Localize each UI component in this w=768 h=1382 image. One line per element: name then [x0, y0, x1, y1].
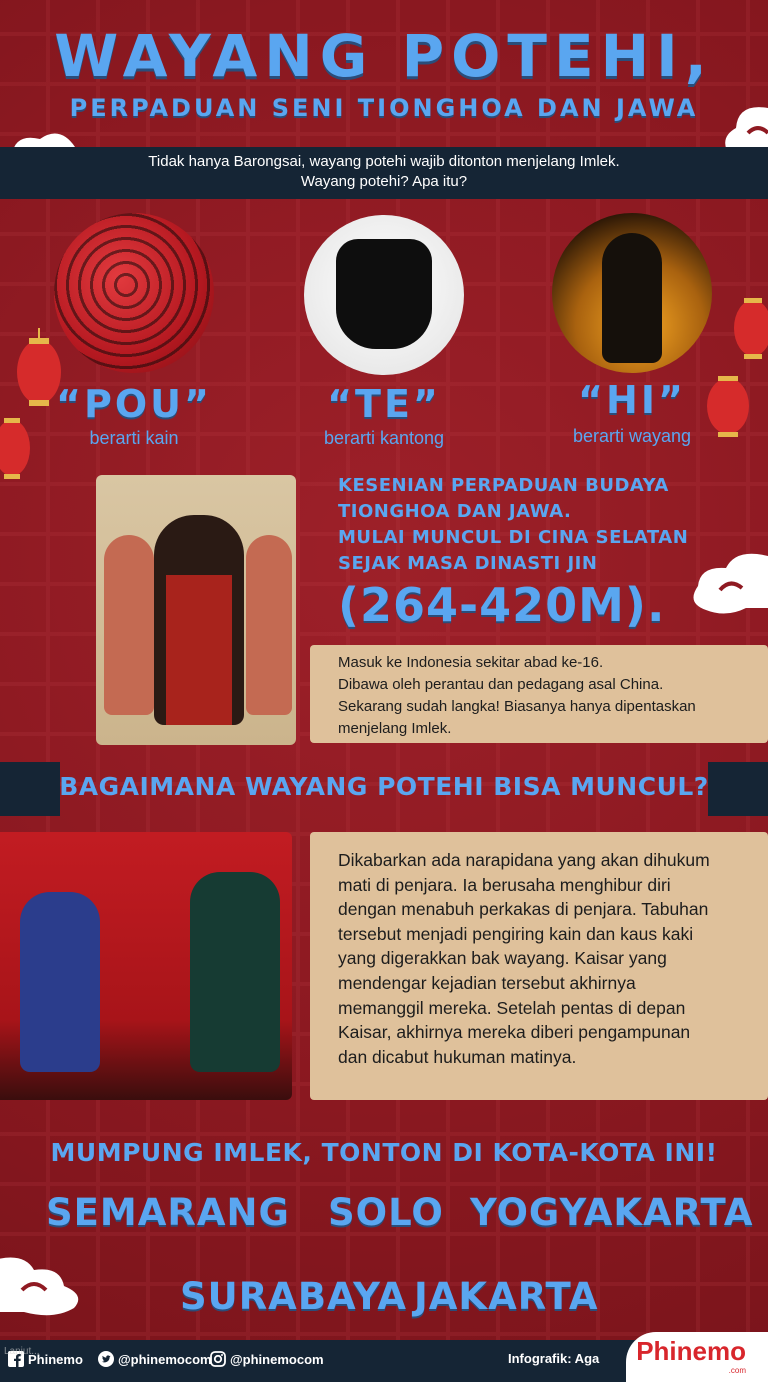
question-heading: BAGAIMANA WAYANG POTEHI BISA MUNCUL? — [59, 772, 709, 801]
shadow-puppet-image — [552, 213, 712, 373]
instagram-link[interactable] — [210, 1351, 324, 1367]
origin-year: (264-420M). — [338, 578, 666, 632]
city-name: SEMARANG — [46, 1191, 290, 1234]
emperor-painting-image — [96, 475, 296, 745]
facebook-handle: Phinemo — [28, 1352, 83, 1367]
brand-logo: Phinemo — [636, 1336, 746, 1366]
brand-logo-box[interactable] — [626, 1332, 768, 1382]
puppets-image — [0, 832, 292, 1100]
lantern-icon — [733, 290, 768, 370]
story-line: Dikabarkan ada narapidana yang akan dihukum — [338, 850, 710, 870]
city-name: SOLO — [328, 1191, 444, 1234]
syllable-meaning: berarti kain — [89, 428, 179, 448]
story-line: Kaisar, akhirnya mereka diberi pengampunan — [338, 1022, 691, 1043]
story-line: dengan menabuh perkakas di penjara. Tabuhan — [338, 899, 709, 920]
twitter-handle: @phinemocom — [118, 1352, 212, 1367]
instagram-icon — [210, 1351, 226, 1367]
twitter-icon — [98, 1351, 114, 1367]
syllable-word: “TE” — [327, 382, 441, 426]
origin-line: SEJAK MASA DINASTI JIN — [338, 553, 598, 574]
story-box — [310, 832, 768, 1100]
city-name: YOGYAKARTA — [470, 1191, 754, 1234]
lantern-icon — [0, 410, 34, 490]
intro-line: Tidak hanya Barongsai, wayang potehi wajib ditonton menjelang Imlek. — [148, 153, 620, 170]
origin-text — [338, 473, 758, 577]
corner-text: Lanjut... — [4, 1346, 40, 1357]
city-name: SURABAYA — [180, 1275, 408, 1318]
syllable-word: “HI” — [578, 378, 686, 422]
page-subtitle: PERPADUAN SENI TIONGHOA DAN JAWA — [69, 94, 699, 122]
cities-heading: MUMPUNG IMLEK, TONTON DI KOTA-KOTA INI! — [50, 1138, 718, 1167]
infographic-credit: Infografik: Aga — [508, 1351, 600, 1366]
cloud-decoration-left-bottom — [0, 1250, 94, 1320]
syllable-meaning: berarti wayang — [572, 426, 692, 446]
story-line: dan dicabut hukuman matinya. — [338, 1046, 577, 1067]
indonesia-line: Masuk ke Indonesia sekitar abad ke-16. — [338, 654, 604, 671]
syllable-meaning: berarti kantong — [323, 428, 445, 448]
instagram-handle: @phinemocom — [230, 1352, 324, 1367]
intro-line: Wayang potehi? Apa itu? — [300, 173, 468, 190]
indonesia-line: Sekarang sudah langka! Biasanya hanya dipentaskan — [338, 698, 696, 715]
indonesia-line: Dibawa oleh perantau dan pedagang asal China. — [338, 676, 664, 693]
story-line: mati di penjara. Ia berusaha menghibur diri — [338, 874, 671, 895]
origin-line: MULAI MUNCUL DI CINA SELATAN — [338, 527, 689, 548]
footer — [0, 1336, 768, 1382]
page-title: WAYANG POTEHI, — [54, 22, 714, 90]
story-line: yang digerakkan bak wayang. Kaisar yang — [338, 948, 667, 969]
story-line: memanggil mereka. Setelah pentas di depan — [338, 997, 686, 1018]
origin-line: KESENIAN PERPADUAN BUDAYA — [338, 475, 669, 496]
city-name: JAKARTA — [414, 1275, 599, 1318]
indonesia-info-box — [310, 645, 768, 743]
intro-text — [0, 152, 768, 192]
brand-logo-sub: .com — [728, 1366, 746, 1375]
twitter-link[interactable] — [98, 1351, 212, 1367]
black-pouch-image — [304, 215, 464, 375]
story-line: tersebut menjadi pengiring kain dan kaus kaki — [338, 923, 694, 944]
red-silk-cloth-image — [54, 213, 214, 373]
syllable-word: “POU” — [56, 382, 212, 426]
story-line: mendengar kejadian tersebut akhirnya — [338, 972, 636, 993]
indonesia-line: menjelang Imlek. — [338, 720, 452, 737]
origin-line: TIONGHOA DAN JAWA. — [338, 501, 572, 522]
